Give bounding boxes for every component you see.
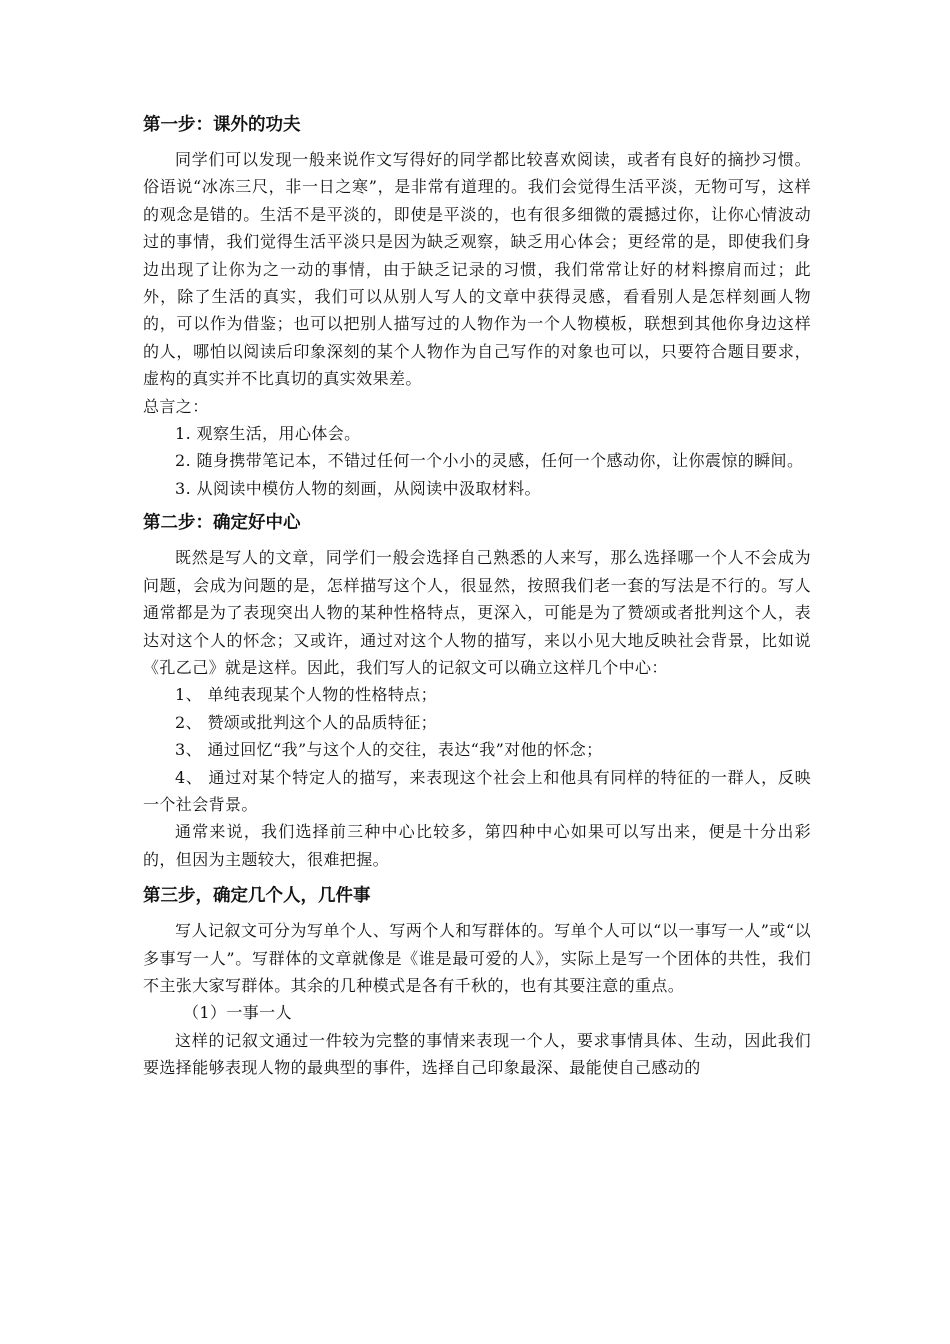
section-3-paragraph: 写人记叙文可分为写单个人、写两个人和写群体的。写单个人可以“以一事写一人”或“以多事写一人”。写群体的文章就像是《谁是最可爱的人》，实际上是写一个团体的共性，我们不主张大家写群体。其余的几种模式是各有千秋的，也有其要注意的重点。 (143, 921, 811, 995)
section-1-item-3: 3. 从阅读中模仿人物的刻画，从阅读中汲取材料。 (175, 478, 541, 498)
section-1-item-1: 1. 观察生活，用心体会。 (175, 424, 361, 444)
section-1-summary: 总言之： (143, 396, 209, 416)
section-3-subheading: （1）一事一人 (183, 1003, 292, 1023)
section-1-item-2: 2. 随身携带笔记本，不错过任何一个小小的灵感，任何一个感动你，让你震惊的瞬间。 (175, 451, 804, 471)
section-2-item-4: 4、 通过对某个特定人的描写，来表现这个社会上和他具有同样的特征的一群人，反映一个社会背景。 (143, 767, 811, 814)
section-2-item-1: 1、 单纯表现某个人物的性格特点； (175, 685, 438, 705)
section-2-title: 第二步：确定好中心 (143, 513, 301, 534)
section-1-title: 第一步：课外的功夫 (143, 115, 301, 135)
section-3-tail: 这样的记叙文通过一件较为完整的事情来表现一个人，要求事情具体、生动，因此我们要选择能够表现人物的最典型的事件，选择自己印象最深、最能使自己感动的 (143, 1030, 811, 1078)
section-2-item-2: 2、 赞颂或批判这个人的品质特征； (175, 712, 438, 732)
section-2-item-3: 3、 通过回忆“我”与这个人的交往，表达“我”对他的怀念； (175, 740, 603, 760)
section-1-paragraph: 同学们可以发现一般来说作文写得好的同学都比较喜欢阅读，或者有良好的摘抄习惯。俗语说“冰冻三尺，非一日之寒”，是非常有道理的。我们会觉得生活平淡，无物可写，这样的观念是错的。生活不是平淡的，即使是平淡的，也有很多细微的震撼过你，让你心情波动过的事情，我们觉得生活平淡只是因为缺乏观察，缺乏用心体会；更经常的是，即使我们身边出现了让你为之一动的事情，由于缺乏记录的习惯，我们常常让好的材料擦肩而过；此外，除了生活的真实，我们可以从别人写人的文章中获得灵感，看看别人是怎样刻画人物的，可以作为借鉴；也可以把别人描写过的人物作为一个人物模板，联想到其他你身边这样的人，哪怕以阅读后印象深刻的某个人物作为自己写作的对象也可以，只要符合题目要求，虚构的真实并不比真切的真实效果差。 (143, 150, 811, 389)
section-3-title: 第三步，确定几个人，几件事 (143, 886, 371, 907)
document-page (143, 108, 811, 1082)
section-2-paragraph: 既然是写人的文章，同学们一般会选择自己熟悉的人来写，那么选择哪一个人不会成为问题，会成为问题的是，怎样描写这个人，很显然，按照我们老一套的写法是不行的。写人通常都是为了表现突出人物的某种性格特点，更深入，可能是为了赞颂或者批判这个人，表达对这个人的怀念；又或许，通过对这个人物的描写，来以小见大地反映社会背景，比如说《孔乙己》就是这样。因此，我们写人的记叙文可以确立这样几个中心： (143, 548, 811, 677)
section-2-closing: 通常来说，我们选择前三种中心比较多，第四种中心如果可以写出来，便是十分出彩的，但因为主题较大，很难把握。 (143, 822, 811, 869)
